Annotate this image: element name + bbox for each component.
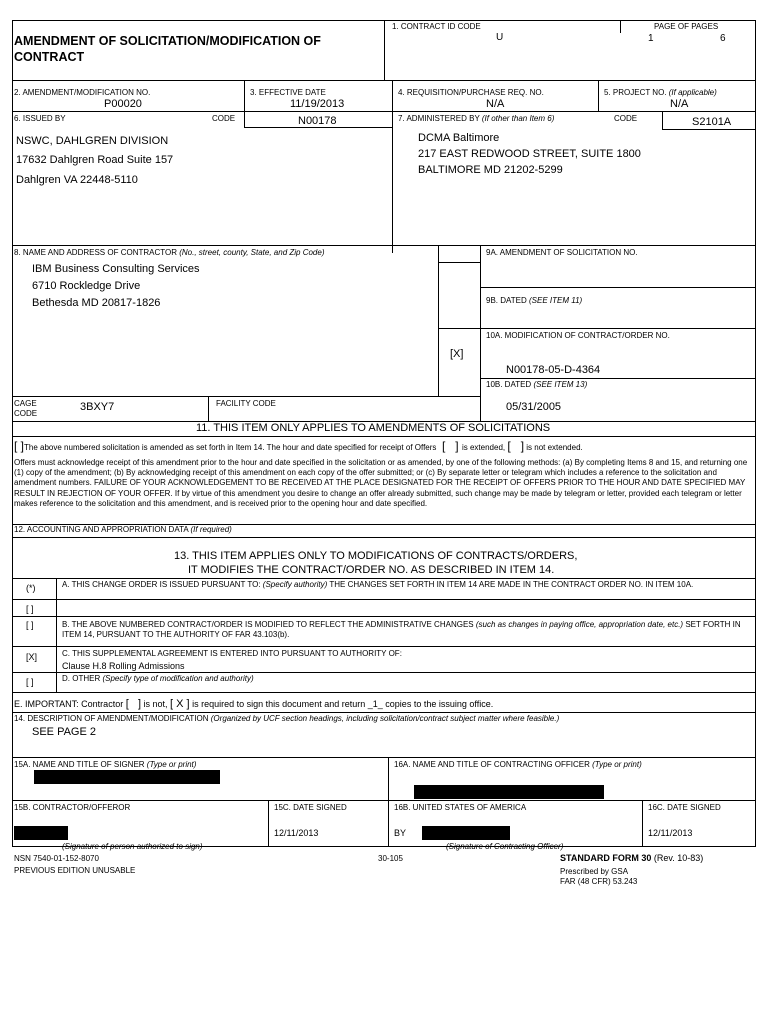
- redacted-officer-name: [414, 785, 604, 799]
- standard-form-title: [560, 853, 703, 863]
- administered-by-label: [398, 114, 554, 124]
- modification-10a-label: 10A. MODIFICATION OF CONTRACT/ORDER NO.: [486, 331, 670, 340]
- admin-line1: DCMA Baltimore: [418, 132, 500, 144]
- form-title: [14, 33, 321, 65]
- amendment-9a-label: 9A. AMENDMENT OF SOLICITATION NO.: [486, 248, 638, 257]
- issued-line3: Dahlgren VA 22448-5110: [16, 174, 138, 186]
- effective-date-label: 3. EFFECTIVE DATE: [250, 88, 326, 97]
- officer-16a-label-text: 16A. NAME AND TITLE OF CONTRACTING OFFICER: [394, 760, 590, 769]
- item11-offer-line: [ ]The above numbered solicitation is amended as set forth in Item 14. The hour and date specified for receipt of Offers [ ] is extended, [ ] is not extended.: [14, 439, 583, 453]
- item13b-note: (such as changes in paying office, appropriation date, etc.): [475, 620, 684, 629]
- item12-label: [14, 525, 232, 535]
- contractor-line1: IBM Business Consulting Services: [32, 263, 200, 275]
- date-15c-value: 12/11/2013: [274, 828, 319, 838]
- mark-13b: [ ]: [26, 620, 34, 630]
- footer-far: FAR (48 CFR) 53.243: [560, 877, 638, 886]
- footer-nsn: NSN 7540-01-152-8070: [14, 854, 99, 863]
- important-mark: [ X ]: [170, 698, 190, 710]
- item13b-text: [62, 620, 750, 640]
- item11-paragraph: Offers must acknowledge receipt of this amendment prior to the hour and date specified in the solicitation or as amended, by one of the following methods: (a) By completing Items 8 and 15, and returning one (1) copy of the amendment; (b) By acknowledging receipt of this amendment on each copy of the offer submitted; or (c) By separate letter or telegram which includes a reference to the solicitation and amendment numbers. FAILURE OF YOUR ACKNOWLEDGEMENT TO BE RECEIVED AT THE PLACE DESIGNATED FOR THE RECEIPT OF OFFERS PRIOR TO THE HOUR AND DATE SPECIFIED MAY RESULT IN REJECTION OF YOUR OFFER. If by virtue of this amendment you desire to change an offer already submitted, such change may be made by telegram or letter, provided each telegram or letter makes reference to the solicitation and this amendment, and is received prior to the opening hour and date specified.: [14, 458, 748, 508]
- signature-15-note: (Signature of person authorized to sign): [62, 842, 203, 851]
- contract-id-value: U: [496, 32, 504, 43]
- date-15c-label: 15C. DATE SIGNED: [274, 803, 347, 812]
- item13d-note: (Specify type of modification and authority): [102, 674, 254, 683]
- contractor-line2: 6710 Rockledge Drive: [32, 280, 141, 292]
- item13a-text: [62, 580, 750, 590]
- dated-9b-note: (SEE ITEM 11): [528, 296, 583, 305]
- mark-13c: [X]: [26, 652, 38, 662]
- issued-line2: 17632 Dahlgren Road Suite 157: [16, 154, 174, 166]
- footer-code: 30-105: [378, 854, 403, 863]
- item13a-note: (Specify authority): [262, 580, 328, 589]
- item13c-value: Clause H.8 Rolling Admissions: [62, 661, 185, 671]
- item11-line1-c: is not extended.: [526, 443, 583, 452]
- item11-line1-b: is extended,: [461, 443, 506, 452]
- footer-prescribed: Prescribed by GSA: [560, 867, 629, 876]
- sf-title: STANDARD FORM 30: [560, 853, 652, 863]
- mark-blank-1: [ ]: [26, 604, 34, 614]
- item11-line1-a: The above numbered solicitation is amended as set forth in Item 14. The hour and date specified for receipt of Offers: [24, 443, 437, 452]
- item13c-text: C. THIS SUPPLEMENTAL AGREEMENT IS ENTERED INTO PURSUANT TO AUTHORITY OF:: [62, 649, 402, 658]
- modification-10a-value: N00178-05-D-4364: [506, 364, 601, 376]
- mark-10a: [X]: [450, 348, 464, 360]
- checkbox-bracket-icon: [: [14, 439, 21, 453]
- page-total: 6: [720, 33, 726, 44]
- item13b-text1: B. THE ABOVE NUMBERED CONTRACT/ORDER IS MODIFIED TO REFLECT THE ADMINISTRATIVE CHANGES: [62, 620, 474, 629]
- signer-15a-note: (Type or print): [146, 760, 197, 769]
- dated-10b-value: 05/31/2005: [506, 401, 562, 413]
- admin-line3: BALTIMORE MD 21202-5299: [418, 164, 563, 176]
- date-16c-label: 16C. DATE SIGNED: [648, 803, 721, 812]
- contractor-label-note: (No., street, county, State, and Zip Code): [179, 248, 325, 257]
- officer-16a-label: [394, 760, 642, 770]
- cage-label-2: CODE: [14, 409, 38, 418]
- important-text1: E. IMPORTANT: Contractor: [14, 699, 124, 709]
- signature-16-note: (Signature of Contracting Officer): [446, 842, 564, 851]
- contract-id-label: 1. CONTRACT ID CODE: [392, 22, 481, 31]
- item11-title: 11. THIS ITEM ONLY APPLIES TO AMENDMENTS OF SOLICITATIONS: [196, 422, 551, 434]
- item14-label-text: 14. DESCRIPTION OF AMENDMENT/MODIFICATION: [14, 714, 209, 723]
- dated-10b-label-text: 10B. DATED: [486, 380, 532, 389]
- page-current: 1: [648, 33, 654, 44]
- project-no-note: (If applicable): [668, 88, 717, 97]
- contractor-15b-label: 15B. CONTRACTOR/OFFEROR: [14, 803, 131, 812]
- contractor-label: [14, 248, 325, 258]
- project-no-label-text: 5. PROJECT NO.: [604, 88, 667, 97]
- form-title-line1: AMENDMENT OF SOLICITATION/MODIFICATION OF: [14, 34, 321, 48]
- item12-note: (If required): [190, 525, 232, 534]
- dated-10b-note: (SEE ITEM 13): [533, 380, 588, 389]
- issued-code-label: CODE: [212, 114, 236, 123]
- officer-16a-note: (Type or print): [592, 760, 642, 769]
- effective-date-value: 11/19/2013: [290, 98, 345, 110]
- sf-rev: (Rev. 10-83): [653, 853, 704, 863]
- important-text3: is required to sign this document and return: [192, 699, 366, 709]
- issued-by-label: 6. ISSUED BY: [14, 114, 66, 123]
- item13-title-line1: 13. THIS ITEM APPLIES ONLY TO MODIFICATIONS OF CONTRACTS/ORDERS,: [174, 550, 578, 562]
- dated-9b-label: [486, 296, 582, 306]
- project-no-value: N/A: [670, 98, 689, 110]
- redacted-contractor-signature: [14, 826, 68, 840]
- admin-code-label: CODE: [614, 114, 638, 123]
- item13-title-line2: IT MODIFIES THE CONTRACT/ORDER NO. AS DESCRIBED IN ITEM 14.: [188, 564, 555, 576]
- contractor-label-text: 8. NAME AND ADDRESS OF CONTRACTOR: [14, 248, 177, 257]
- issued-line1: NSWC, DAHLGREN DIVISION: [16, 135, 169, 147]
- mark-13d: [ ]: [26, 677, 34, 687]
- dated-10b-label: [486, 380, 587, 390]
- cage-value: 3BXY7: [80, 401, 115, 413]
- by-label: BY: [394, 828, 407, 838]
- item13a-text1: A. THIS CHANGE ORDER IS ISSUED PURSUANT TO:: [62, 580, 261, 589]
- admin-code-value: S2101A: [692, 116, 732, 128]
- mark-13a: (*): [26, 583, 36, 593]
- issued-code-value: N00178: [298, 115, 337, 127]
- form-title-line2: CONTRACT: [14, 50, 85, 64]
- redacted-officer-signature: [422, 826, 510, 840]
- admin-line2: 217 EAST REDWOOD STREET, SUITE 1800: [418, 148, 641, 160]
- date-16c-value: 12/11/2013: [648, 828, 693, 838]
- item12-label-text: 12. ACCOUNTING AND APPROPRIATION DATA: [14, 525, 189, 534]
- requisition-label: 4. REQUISITION/PURCHASE REQ. NO.: [398, 88, 544, 97]
- usa-16b-label: 16B. UNITED STATES OF AMERICA: [394, 803, 527, 812]
- signer-15a-label-text: 15A. NAME AND TITLE OF SIGNER: [14, 760, 145, 769]
- important-copies: _1_: [367, 699, 383, 709]
- item13a-text2: THE CHANGES SET FORTH IN ITEM 14 ARE MADE IN THE CONTRACT ORDER NO. IN ITEM 10A.: [329, 580, 694, 589]
- item14-value: SEE PAGE 2: [32, 726, 96, 738]
- footer-previous-edition: PREVIOUS EDITION UNUSABLE: [14, 866, 136, 875]
- important-text4: copies to the issuing office.: [385, 699, 494, 709]
- item14-label: [14, 714, 559, 724]
- contractor-line3: Bethesda MD 20817-1826: [32, 297, 161, 309]
- administered-by-note: (If other than Item 6): [481, 114, 555, 123]
- important-line: E. IMPORTANT: Contractor [ ] is not, [ X ] is required to sign this document and return _1_ copies to the issuing office.: [14, 698, 494, 710]
- page-label: PAGE OF PAGES: [654, 22, 719, 31]
- item13d-text: [62, 674, 254, 684]
- amendment-no-value: P00020: [104, 98, 142, 110]
- requisition-value: N/A: [486, 98, 505, 110]
- cage-label-1: CAGE: [14, 399, 37, 408]
- item14-note: (Organized by UCF section headings, including solicitation/contract subject matter where feasible.): [210, 714, 560, 723]
- item13b-text2: SET FORTH IN ITEM 14, PURSUANT TO THE AUTHORITY OF FAR 43.103(b).: [62, 620, 741, 639]
- item13d-text1: D. OTHER: [62, 674, 101, 683]
- signer-15a-label: [14, 760, 196, 770]
- dated-9b-label-text: 9B. DATED: [486, 296, 527, 305]
- important-text2: is not,: [143, 699, 168, 709]
- project-no-label: [604, 88, 717, 98]
- redacted-signer-name: [34, 770, 220, 784]
- administered-by-label-text: 7. ADMINISTERED BY: [398, 114, 480, 123]
- facility-code-label: FACILITY CODE: [216, 399, 276, 408]
- amendment-no-label: 2. AMENDMENT/MODIFICATION NO.: [14, 88, 151, 97]
